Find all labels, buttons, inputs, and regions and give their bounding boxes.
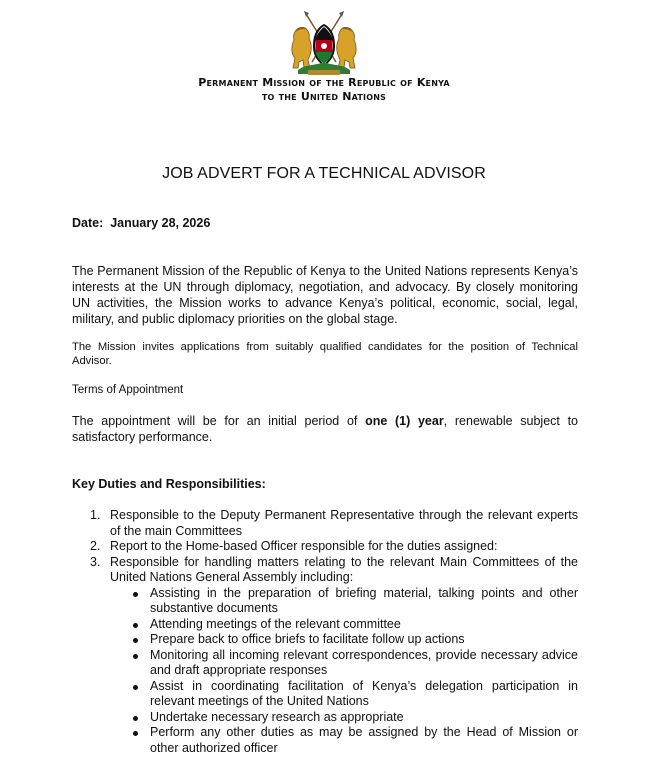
- sub-duty-item: [110, 725, 578, 756]
- bullet-icon: [133, 623, 138, 628]
- duty-number: 2.: [90, 539, 101, 553]
- terms-heading: Terms of Appointment: [72, 384, 184, 396]
- sub-duty-text: Undertake necessary research as appropriate: [150, 709, 404, 724]
- intro-paragraph: The Permanent Mission of the Republic of Kenya to the United Nations represents Kenya’s interests at the UN through diplomacy, negotiation, and advocacy. By closely monitoring UN activities, the Mission works to advance Kenya’s political, economic, social, legal, military, and public diplomacy priorities on the global stage.: [72, 264, 578, 326]
- duty-text: Responsible to the Deputy Permanent Representative through the relevant experts of the main Committees: [110, 508, 578, 538]
- sub-duty-item: [110, 632, 578, 648]
- bullet-icon: [133, 731, 138, 736]
- date-value: January 28, 2026: [110, 216, 211, 230]
- sub-duty-text: Assisting in the preparation of briefing material, talking points and other substantive documents: [150, 585, 578, 615]
- duty-number: 3.: [90, 554, 101, 569]
- sub-duty-text: Assist in coordinating facilitation of Kenya’s delegation participation in relevant meetings of the United Nations: [150, 678, 578, 708]
- date-label: Date:: [72, 216, 104, 230]
- appointment-period: one (1) year: [365, 414, 444, 428]
- page-title: JOB ADVERT FOR A TECHNICAL ADVISOR: [162, 165, 486, 182]
- duties-heading: Key Duties and Responsibilities:: [72, 477, 266, 491]
- sub-duty-item: [110, 617, 578, 633]
- appointment-text-end: , renewable subject to satisfactory performance.: [72, 414, 578, 444]
- sub-duty-item: [110, 648, 578, 679]
- sub-duty-text: Attending meetings of the relevant committee: [150, 616, 401, 631]
- date-line: [72, 215, 210, 231]
- duties-list: [72, 508, 578, 756]
- sub-duties-list: [110, 586, 578, 757]
- mission-name-line1: Permanent Mission of the Republic of Kenya: [198, 76, 450, 89]
- duty-item: [72, 508, 578, 539]
- bullet-icon: [133, 592, 138, 597]
- appointment-paragraph: [72, 413, 578, 445]
- sub-duty-text: Perform any other duties as may be assigned by the Head of Mission or other authorized officer: [150, 725, 578, 755]
- sub-duty-item: [110, 679, 578, 710]
- duty-item: [72, 539, 578, 555]
- bullet-icon: [133, 654, 138, 659]
- duty-item: [72, 555, 578, 757]
- sub-duty-text: Prepare back to office briefs to facilitate follow up actions: [150, 632, 465, 646]
- duty-text: Report to the Home-based Officer responsible for the duties assigned:: [110, 539, 498, 553]
- sub-duty-text: Monitoring all incoming relevant correspondences, provide necessary advice and draft appropriate responses: [150, 647, 578, 677]
- mission-name-line2: to the United Nations: [261, 90, 387, 103]
- bullet-icon: [133, 716, 138, 721]
- kenya-coat-of-arms-icon: [284, 10, 364, 78]
- duty-number: 1.: [90, 508, 101, 522]
- duty-text: Responsible for handling matters relating to the relevant Main Committees of the United Nations General Assembly including:: [110, 554, 578, 584]
- bullet-icon: [133, 638, 138, 643]
- sub-duty-item: [110, 586, 578, 617]
- appointment-text-start: The appointment will be for an initial period of: [72, 414, 366, 428]
- bullet-icon: [133, 685, 138, 690]
- sub-duty-item: [110, 710, 578, 726]
- invitation-paragraph: The Mission invites applications from suitably qualified candidates for the position of Technical Advisor.: [72, 341, 578, 367]
